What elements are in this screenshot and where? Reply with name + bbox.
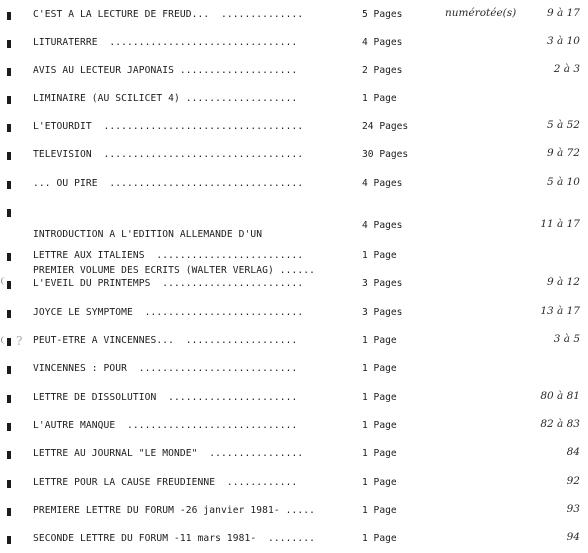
item-title-line-2: PREMIER VOLUME DES ECRITS (WALTER VERLAG) ...... [33, 265, 316, 276]
bullet-icon [7, 209, 11, 217]
list-item [0, 118, 588, 138]
item-title: LETTRE DE DISSOLUTION ...................... [33, 392, 298, 403]
item-pages: 1 Page [362, 363, 397, 374]
bullet-icon [7, 338, 11, 346]
margin-mark [1, 336, 6, 344]
bullet-icon [7, 480, 11, 488]
list-item [0, 417, 588, 437]
item-pages: 4 Pages [362, 178, 403, 189]
bullet-icon [7, 68, 11, 76]
item-title: L'EVEIL DU PRINTEMPS ........................ [33, 278, 304, 289]
bullet-icon [7, 281, 11, 289]
bullet-icon [7, 366, 11, 374]
item-title-line-1: INTRODUCTION A L'EDITION ALLEMANDE D'UN [33, 229, 263, 240]
bullet-icon [7, 310, 11, 318]
item-range: 13 à 17 [540, 305, 580, 317]
item-title: LETTRE AU JOURNAL "LE MONDE" ................ [33, 448, 304, 459]
item-title: L'AUTRE MANQUE ............................. [33, 420, 298, 431]
bullet-icon [7, 12, 11, 20]
list-item [0, 247, 588, 267]
item-title: ... OU PIRE ................................. [33, 178, 304, 189]
list-item [0, 175, 588, 195]
item-pages: 5 Pages [362, 9, 403, 20]
item-range: 93 [566, 503, 580, 515]
item-range: 94 [566, 531, 580, 543]
list-item [0, 304, 588, 324]
item-range: 5 à 52 [547, 119, 580, 131]
item-pages: 1 Page [362, 420, 397, 431]
bullet-icon [7, 536, 11, 544]
item-pages: 1 Page [362, 250, 397, 261]
item-range: 3 à 5 [553, 333, 580, 345]
item-pages: 1 Page [362, 392, 397, 403]
bullet-icon [7, 451, 11, 459]
list-item [0, 530, 588, 550]
list-item [0, 275, 588, 295]
item-pages: 24 Pages [362, 121, 409, 132]
item-title: PREMIERE LETTRE DU FORUM -26 janvier 1981- ..... [33, 505, 316, 516]
item-title: C'EST A LA LECTURE DE FREUD... .............. [33, 9, 304, 20]
item-range: 84 [566, 446, 580, 458]
item-title: PEUT-ETRE A VINCENNES... ................... [33, 335, 298, 346]
item-range: 92 [566, 475, 580, 487]
item-range: 3 à 10 [547, 35, 580, 47]
list-item [0, 445, 588, 465]
item-title: LITURATERRE ................................ [33, 37, 298, 48]
item-title: SECONDE LETTRE DU FORUM -11 mars 1981- ........ [33, 533, 316, 544]
bullet-icon [7, 508, 11, 516]
question-mark-icon: ? [16, 334, 23, 348]
item-title: VINCENNES : POUR ........................... [33, 363, 298, 374]
list-item [0, 389, 588, 409]
item-range: 2 à 3 [553, 63, 580, 75]
item-title: LETTRE AUX ITALIENS ......................... [33, 250, 304, 261]
list-item [0, 474, 588, 494]
item-range: 9 à 17 [547, 7, 580, 19]
item-pages: 4 Pages [362, 220, 403, 231]
list-item [0, 34, 588, 54]
bullet-icon [7, 395, 11, 403]
item-title: TELEVISION .................................. [33, 149, 304, 160]
margin-mark [1, 277, 6, 285]
bullet-icon [7, 253, 11, 261]
list-item [0, 6, 588, 26]
bullet-icon [7, 40, 11, 48]
bullet-icon [7, 423, 11, 431]
item-range: 5 à 10 [547, 176, 580, 188]
item-range: 80 à 81 [540, 390, 580, 402]
list-item [0, 146, 588, 166]
item-range: 9 à 12 [547, 276, 580, 288]
item-title: LETTRE POUR LA CAUSE FREUDIENNE ............ [33, 477, 298, 488]
list-item [0, 360, 588, 380]
item-pages: 1 Page [362, 477, 397, 488]
item-pages: 4 Pages [362, 37, 403, 48]
numbering-note: numérotée(s) [445, 7, 517, 19]
item-pages: 1 Page [362, 335, 397, 346]
item-pages: 3 Pages [362, 307, 403, 318]
item-pages: 1 Page [362, 93, 397, 104]
item-pages: 1 Page [362, 533, 397, 544]
item-range: 82 à 83 [540, 418, 580, 430]
item-pages: 1 Page [362, 505, 397, 516]
list-item [0, 90, 588, 110]
bullet-icon [7, 124, 11, 132]
bullet-icon [7, 152, 11, 160]
list-item [0, 502, 588, 522]
item-pages: 3 Pages [362, 278, 403, 289]
item-pages: 1 Page [362, 448, 397, 459]
bullet-icon [7, 181, 11, 189]
item-title: JOYCE LE SYMPTOME ........................... [33, 307, 304, 318]
list-item [0, 62, 588, 82]
item-range: 9 à 72 [547, 147, 580, 159]
item-pages: 30 Pages [362, 149, 409, 160]
list-item [0, 332, 588, 352]
item-pages: 2 Pages [362, 65, 403, 76]
item-title: L'ETOURDIT .................................. [33, 121, 304, 132]
item-range: 11 à 17 [540, 218, 580, 230]
item-title: LIMINAIRE (AU SCILICET 4) ................... [33, 93, 298, 104]
item-title: AVIS AU LECTEUR JAPONAIS .................... [33, 65, 298, 76]
bullet-icon [7, 96, 11, 104]
